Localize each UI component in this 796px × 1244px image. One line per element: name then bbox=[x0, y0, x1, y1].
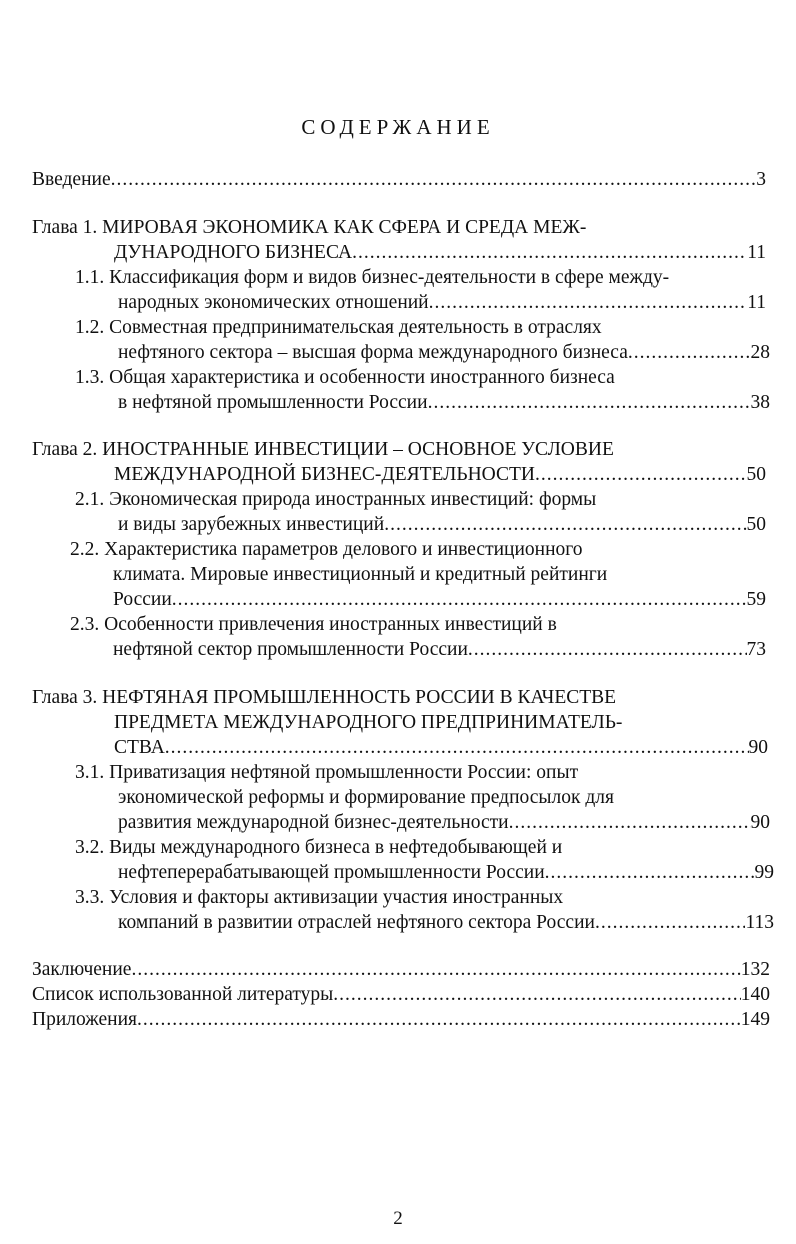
toc-section-3-2-entry bbox=[118, 861, 774, 885]
toc-page-number: 59 bbox=[746, 589, 766, 610]
toc-entry-label: развития международной бизнес-деятельности bbox=[118, 812, 509, 833]
toc-section-2-3-heading: 2.3. Особенности привлечения иностранных инвестиций в bbox=[70, 614, 557, 635]
toc-chapter-1-heading: Глава 1. МИРОВАЯ ЭКОНОМИКА КАК СФЕРА И СРЕДА МЕЖ- bbox=[32, 217, 587, 238]
toc-entry-label: России bbox=[113, 589, 172, 610]
toc-chapter-2-entry bbox=[114, 463, 766, 487]
toc-page-number: 38 bbox=[750, 392, 770, 413]
toc-page-number: 149 bbox=[740, 1009, 770, 1030]
toc-section-3-3-heading: 3.3. Условия и факторы активизации участия иностранных bbox=[75, 887, 564, 908]
toc-entry-label: компаний в развитии отраслей нефтяного сектора России bbox=[118, 912, 595, 933]
toc-entry-label: Заключение bbox=[32, 959, 132, 980]
toc-chapter-2-heading: Глава 2. ИНОСТРАННЫЕ ИНВЕСТИЦИИ – ОСНОВНОЕ УСЛОВИЕ bbox=[32, 439, 614, 460]
toc-entry-label: МЕЖДУНАРОДНОЙ БИЗНЕС-ДЕЯТЕЛЬНОСТИ bbox=[114, 464, 536, 485]
toc-section-1-2-heading: 1.2. Совместная предпринимательская деятельность в отраслях bbox=[75, 317, 602, 338]
toc-entry-intro bbox=[32, 168, 766, 192]
toc-page-number: 90 bbox=[750, 812, 770, 833]
toc-section-1-2-entry bbox=[118, 341, 770, 365]
toc-page-number: 73 bbox=[746, 639, 766, 660]
toc-page-number: 50 bbox=[746, 514, 766, 535]
toc-chapter-1-entry bbox=[114, 241, 766, 265]
toc-entry-label: и виды зарубежных инвестиций bbox=[118, 514, 385, 535]
toc-entry-label: СТВА bbox=[114, 737, 165, 758]
toc-page-number: 113 bbox=[745, 912, 774, 933]
toc-section-1-3-heading: 1.3. Общая характеристика и особенности иностранного бизнеса bbox=[75, 367, 615, 388]
toc-entry-conclusion bbox=[32, 958, 770, 982]
toc-entry-appendices bbox=[32, 1008, 770, 1032]
toc-page-number: 140 bbox=[740, 984, 770, 1005]
toc-section-2-1-entry bbox=[118, 513, 766, 537]
toc-page-number: 99 bbox=[754, 862, 774, 883]
toc-chapter-3-entry bbox=[114, 736, 768, 760]
toc-entry-label: Введение bbox=[32, 169, 111, 190]
toc-section-1-1-heading: 1.1. Классификация форм и видов бизнес-деятельности в сфере между- bbox=[75, 267, 670, 288]
toc-page-number: 50 bbox=[746, 464, 766, 485]
toc-page-number: 132 bbox=[740, 959, 770, 980]
toc-section-1-1-entry bbox=[118, 291, 766, 315]
toc-page-number: 11 bbox=[747, 242, 766, 263]
toc-section-3-1-line2: экономической реформы и формирование предпосылок для bbox=[118, 787, 614, 808]
toc-section-2-1-heading: 2.1. Экономическая природа иностранных инвестиций: формы bbox=[75, 489, 597, 510]
toc-section-3-1-heading: 3.1. Приватизация нефтяной промышленности России: опыт bbox=[75, 762, 579, 783]
toc-page-number: 90 bbox=[748, 737, 768, 758]
toc-page-number: 3 bbox=[756, 169, 766, 190]
toc-entry-label: в нефтяной промышленности России bbox=[118, 392, 428, 413]
toc-entry-label: нефтяной сектор промышленности России bbox=[113, 639, 468, 660]
toc-entry-label: ДУНАРОДНОГО БИЗНЕСА bbox=[114, 242, 353, 263]
toc-page-number: 28 bbox=[750, 342, 770, 363]
toc-section-3-2-heading: 3.2. Виды международного бизнеса в нефтедобывающей и bbox=[75, 837, 563, 858]
toc-chapter-3-line2: ПРЕДМЕТА МЕЖДУНАРОДНОГО ПРЕДПРИНИМАТЕЛЬ- bbox=[114, 712, 623, 733]
toc-section-3-1-entry bbox=[118, 811, 770, 835]
toc-section-3-3-entry bbox=[118, 911, 774, 935]
toc-entry-label: народных экономических отношений bbox=[118, 292, 429, 313]
toc-entry-label: Список использованной литературы bbox=[32, 984, 334, 1005]
toc-section-2-3-entry bbox=[113, 638, 766, 662]
toc-entry-label: нефтеперерабатывающей промышленности России bbox=[118, 862, 545, 883]
toc-entry-bibliography bbox=[32, 983, 770, 1007]
page-title: СОДЕРЖАНИЕ bbox=[301, 115, 495, 139]
toc-chapter-3-heading: Глава 3. НЕФТЯНАЯ ПРОМЫШЛЕННОСТЬ РОССИИ В КАЧЕСТВЕ bbox=[32, 687, 617, 708]
toc-section-2-2-entry bbox=[113, 588, 766, 612]
toc-section-2-2-heading: 2.2. Характеристика параметров делового и инвестиционного bbox=[70, 539, 583, 560]
toc-entry-label: Приложения bbox=[32, 1009, 137, 1030]
toc-section-2-2-line2: климата. Мировые инвестиционный и кредитный рейтинги bbox=[113, 564, 608, 585]
toc-page-number: 11 bbox=[747, 292, 766, 313]
page-number: 2 bbox=[393, 1208, 403, 1229]
toc-section-1-3-entry bbox=[118, 391, 770, 415]
toc-entry-label: нефтяного сектора – высшая форма международного бизнеса bbox=[118, 342, 628, 363]
